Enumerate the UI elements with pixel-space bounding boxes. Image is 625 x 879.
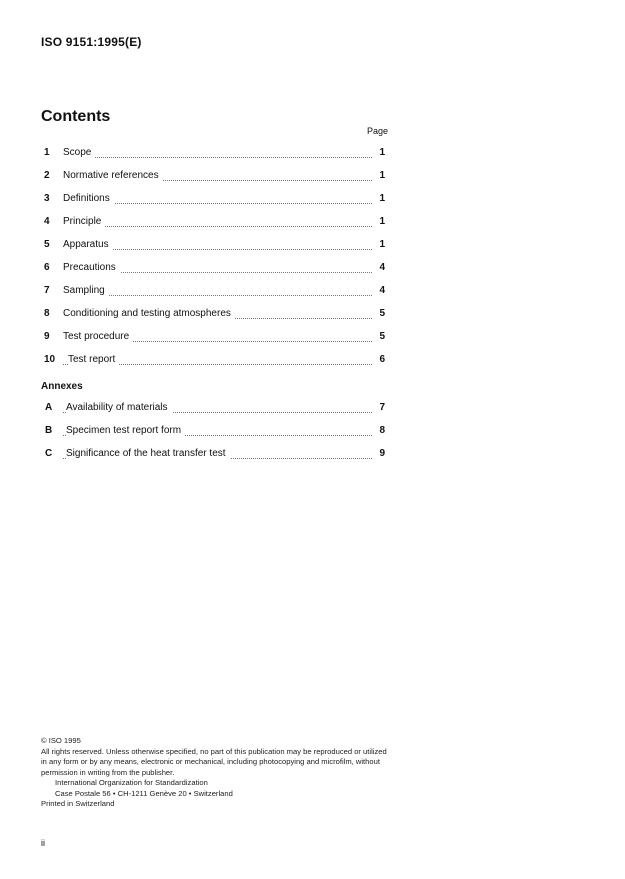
annex-letter: A: [45, 402, 53, 413]
clause-page: 4: [379, 285, 385, 296]
clause-number: 5: [44, 239, 50, 250]
clause-page: 1: [379, 239, 385, 250]
toc-entry-apparatus[interactable]: [41, 238, 388, 261]
annexes-heading: Annexes: [41, 381, 83, 392]
clause-title: Scope: [63, 146, 95, 160]
clause-title: Precautions: [63, 261, 120, 275]
toc-entry-normative-references[interactable]: [41, 169, 388, 192]
contents-title: Contents: [41, 108, 111, 125]
toc-entry-sampling[interactable]: [41, 284, 388, 307]
clause-number: 10: [44, 354, 56, 365]
clause-page: 5: [379, 308, 385, 319]
toc-entry-principle[interactable]: [41, 215, 388, 238]
clause-number: 9: [44, 331, 50, 342]
annex-title: Specimen test report form: [66, 424, 185, 438]
clause-page: 6: [379, 354, 385, 365]
document-id: ISO 9151:1995(E): [41, 35, 142, 49]
clause-page: 4: [379, 262, 385, 273]
clause-page: 1: [379, 193, 385, 204]
clause-title: Sampling: [63, 284, 109, 298]
clause-page: 5: [379, 331, 385, 342]
toc-annex-c[interactable]: [41, 447, 388, 470]
page-number: ii: [41, 838, 45, 848]
annex-letter: C: [45, 448, 53, 459]
clause-number: 4: [44, 216, 50, 227]
organization-name: International Organization for Standardization: [55, 778, 208, 787]
table-of-contents: [41, 146, 388, 470]
copyright-line: © ISO 1995: [41, 736, 81, 745]
clause-title: Apparatus: [63, 238, 113, 252]
copyright-block: [41, 736, 391, 810]
toc-entry-precautions[interactable]: [41, 261, 388, 284]
printed-in: Printed in Switzerland: [41, 799, 115, 808]
clause-title: Test procedure: [63, 330, 133, 344]
toc-entry-conditioning[interactable]: [41, 307, 388, 330]
clause-title: Principle: [63, 215, 105, 229]
clause-title: Definitions: [63, 192, 114, 206]
rights-notice: All rights reserved. Unless otherwise specified, no part of this publication may be reproduced or utilized in any form or by any means, electronic or mechanical, including photocopying and microfilm, without permission in writing from the publisher.: [41, 746, 387, 777]
clause-number: 8: [44, 308, 50, 319]
toc-entry-test-procedure[interactable]: [41, 330, 388, 353]
leader-dots: [63, 156, 372, 158]
clause-title: Normative references: [63, 169, 163, 183]
clause-page: 1: [379, 216, 385, 227]
clause-number: 3: [44, 193, 50, 204]
annex-letter: B: [45, 425, 53, 436]
toc-entry-test-report[interactable]: [41, 353, 388, 376]
clause-number: 1: [44, 147, 50, 158]
toc-annex-b[interactable]: [41, 424, 388, 447]
annex-page: 7: [379, 402, 385, 413]
clause-page: 1: [379, 147, 385, 158]
annex-page: 8: [379, 425, 385, 436]
toc-annex-a[interactable]: [41, 401, 388, 424]
clause-title: Conditioning and testing atmospheres: [63, 307, 235, 321]
organization-address: Case Postale 56 • CH-1211 Genève 20 • Switzerland: [55, 788, 233, 798]
leader-dots: [63, 294, 372, 296]
toc-entry-definitions[interactable]: [41, 192, 388, 215]
clause-page: 1: [379, 170, 385, 181]
clause-number: 7: [44, 285, 50, 296]
toc-entry-scope[interactable]: [41, 146, 388, 169]
annex-title: Availability of materials: [66, 401, 172, 415]
clause-number: 2: [44, 170, 50, 181]
page-column-label: Page: [366, 126, 388, 136]
annex-page: 9: [379, 448, 385, 459]
leader-dots: [63, 225, 372, 227]
annex-title: Significance of the heat transfer test: [66, 447, 230, 461]
clause-number: 6: [44, 262, 50, 273]
clause-title: Test report: [68, 353, 119, 367]
